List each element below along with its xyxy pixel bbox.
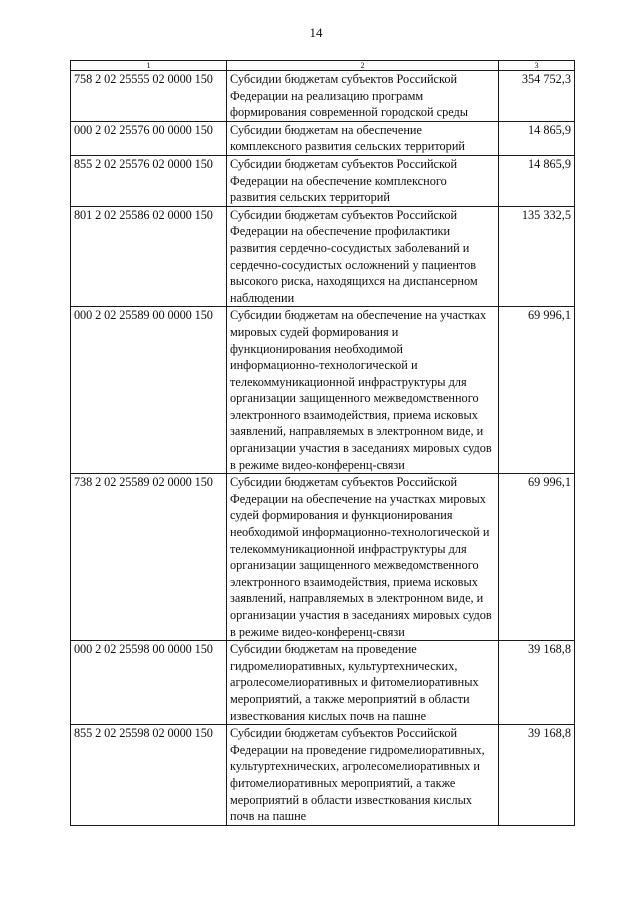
table-row — [71, 121, 575, 155]
budget-code-cell: 000 2 02 25589 00 0000 150 — [71, 307, 227, 474]
table-row — [71, 155, 575, 206]
amount-cell: 135 332,5 — [499, 206, 575, 307]
table-row — [71, 725, 575, 826]
column-number: 2 — [227, 61, 499, 71]
budget-code-cell: 000 2 02 25598 00 0000 150 — [71, 641, 227, 725]
revenue-name-cell: Субсидии бюджетам субъектов Российской Федерации на реализацию программ формирования современной городской среды — [227, 71, 499, 122]
revenue-name-cell: Субсидии бюджетам на обеспечение на участках мировых судей формирования и функционирования необходимой информационно-технологической и телекоммуникационной инфраструктуры для организации защищенного межведомственного электронного взаимодействия, приема исковых заявлений, направляемых в электронном виде, и организации участия в заседаниях мировых судов в режиме видео-конференц-связи — [227, 307, 499, 474]
column-number: 1 — [71, 61, 227, 71]
revenue-name-cell: Субсидии бюджетам субъектов Российской Федерации на обеспечение профилактики развития сердечно-сосудистых заболеваний и сердечно-сосудистых осложнений у пациентов высокого риска, находящихся на диспансерном наблюдении — [227, 206, 499, 307]
column-number: 3 — [499, 61, 575, 71]
budget-revenue-table — [70, 60, 575, 826]
amount-cell: 354 752,3 — [499, 71, 575, 122]
amount-cell: 69 996,1 — [499, 307, 575, 474]
table-row — [71, 71, 575, 122]
amount-cell: 14 865,9 — [499, 155, 575, 206]
amount-cell: 39 168,8 — [499, 725, 575, 826]
revenue-name-cell: Субсидии бюджетам субъектов Российской Федерации на проведение гидромелиоративных, культуртехнических, агролесомелиоративных и фитомелиоративных мероприятий, а также мероприятий в области известкования кислых почв на пашне — [227, 725, 499, 826]
table-row — [71, 641, 575, 725]
revenue-name-cell: Субсидии бюджетам субъектов Российской Федерации на обеспечение на участках мировых судей формирования и функционирования необходимой информационно-технологической и телекоммуникационной инфраструктуры для организации защищенного межведомственного электронного взаимодействия, приема исковых заявлений, направляемых в электронном виде, и организации участия в заседаниях мировых судов в режиме видео-конференц-связи — [227, 474, 499, 641]
amount-cell: 69 996,1 — [499, 474, 575, 641]
budget-code-cell: 758 2 02 25555 02 0000 150 — [71, 71, 227, 122]
revenue-name-cell: Субсидии бюджетам на обеспечение комплексного развития сельских территорий — [227, 121, 499, 155]
budget-code-cell: 801 2 02 25586 02 0000 150 — [71, 206, 227, 307]
column-number-row — [71, 61, 575, 71]
revenue-name-cell: Субсидии бюджетам субъектов Российской Федерации на обеспечение комплексного развития сельских территорий — [227, 155, 499, 206]
table-row — [71, 307, 575, 474]
amount-cell: 39 168,8 — [499, 641, 575, 725]
amount-cell: 14 865,9 — [499, 121, 575, 155]
budget-code-cell: 855 2 02 25576 02 0000 150 — [71, 155, 227, 206]
budget-code-cell: 738 2 02 25589 02 0000 150 — [71, 474, 227, 641]
revenue-name-cell: Субсидии бюджетам на проведение гидромелиоративных, культуртехнических, агролесомелиоративных и фитомелиоративных мероприятий, а также мероприятий в области известкования кислых почв на пашне — [227, 641, 499, 725]
budget-code-cell: 000 2 02 25576 00 0000 150 — [71, 121, 227, 155]
budget-code-cell: 855 2 02 25598 02 0000 150 — [71, 725, 227, 826]
table-row — [71, 474, 575, 641]
table-row — [71, 206, 575, 307]
page-number: 14 — [309, 25, 323, 40]
